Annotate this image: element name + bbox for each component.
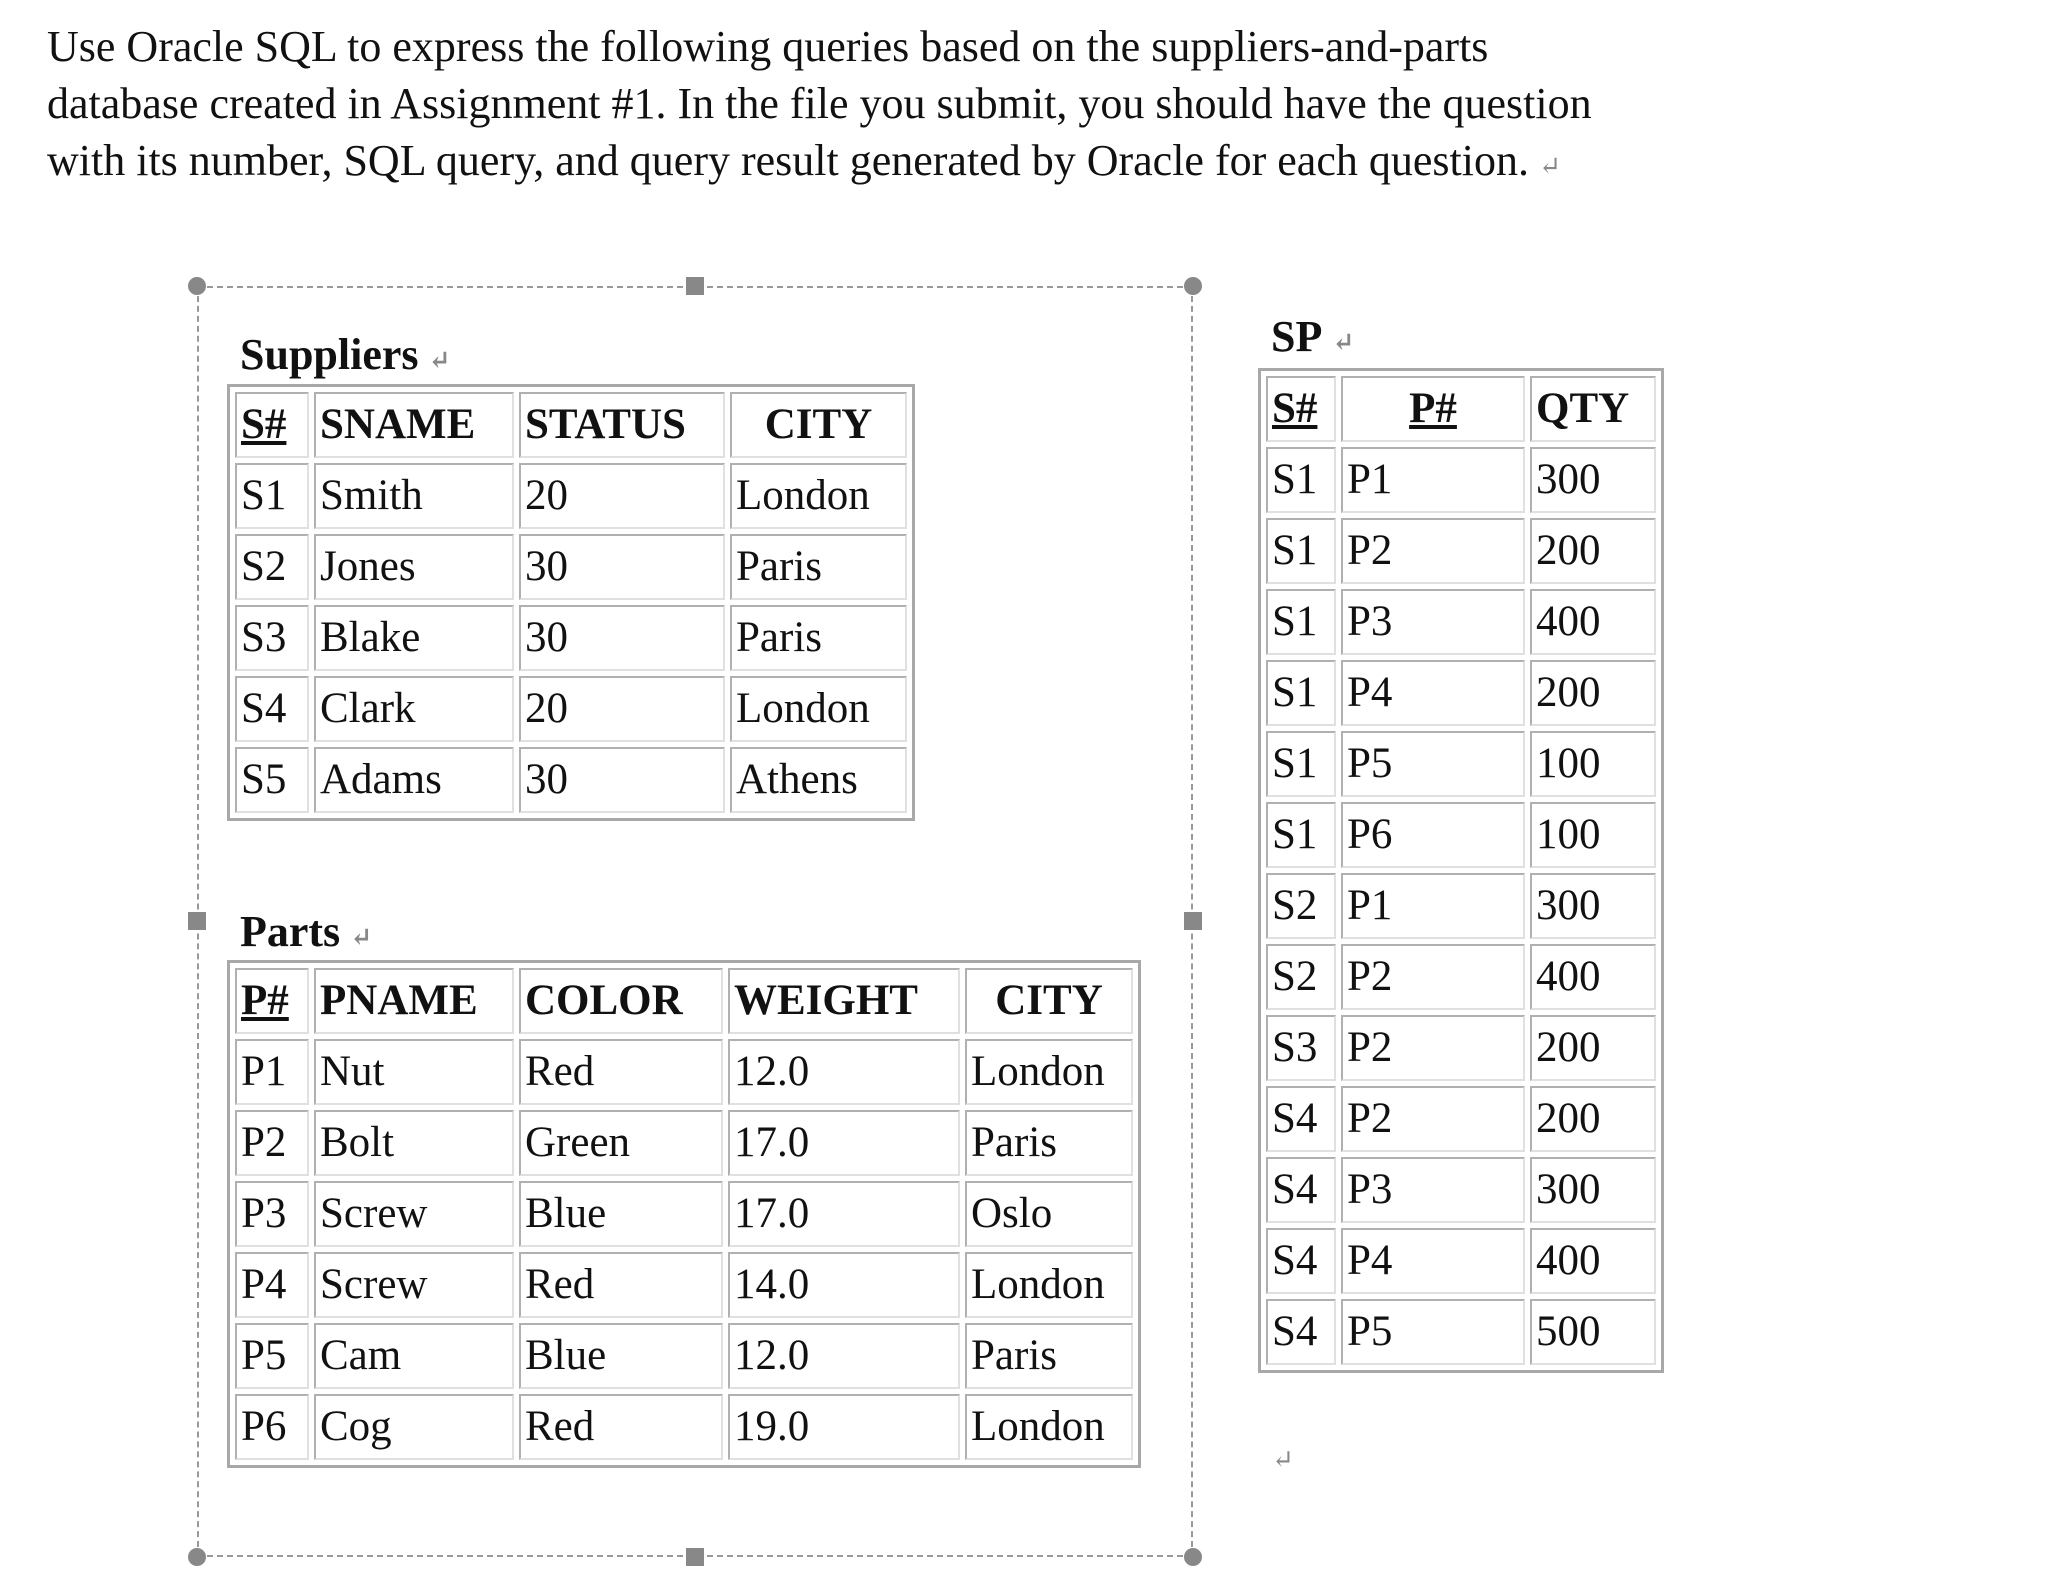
table-cell: 12.0	[728, 1323, 960, 1389]
table-cell: S1	[1266, 802, 1336, 868]
table-cell: 14.0	[728, 1252, 960, 1318]
suppliers-table	[227, 384, 915, 821]
column-header: SNAME	[314, 392, 514, 458]
resize-handle[interactable]	[188, 1548, 206, 1566]
table-cell: 30	[519, 605, 725, 671]
table-cell: Paris	[730, 605, 907, 671]
table-cell: Paris	[965, 1110, 1133, 1176]
table-cell: S1	[1266, 447, 1336, 513]
table-cell: S4	[1266, 1299, 1336, 1365]
table-cell: London	[965, 1252, 1133, 1318]
table-row	[235, 534, 907, 600]
table-cell: Blake	[314, 605, 514, 671]
table-row	[235, 1039, 1133, 1105]
table-cell: 30	[519, 747, 725, 813]
suppliers-title: Suppliers ↵	[240, 330, 451, 385]
table-cell: Blue	[519, 1323, 723, 1389]
resize-handle[interactable]	[1184, 912, 1202, 930]
table-cell: P1	[1341, 873, 1525, 939]
column-header: S#	[1266, 376, 1336, 442]
table-row	[235, 463, 907, 529]
table-row	[1266, 802, 1656, 868]
column-header: S#	[235, 392, 309, 458]
table-row	[1266, 1299, 1656, 1365]
table-cell: Bolt	[314, 1110, 514, 1176]
table-cell: 12.0	[728, 1039, 960, 1105]
column-header: WEIGHT	[728, 968, 960, 1034]
table-cell: 30	[519, 534, 725, 600]
table-cell: 400	[1530, 944, 1656, 1010]
table-cell: P2	[235, 1110, 309, 1176]
table-row	[1266, 1015, 1656, 1081]
table-cell: S1	[1266, 518, 1336, 584]
table-cell: 17.0	[728, 1181, 960, 1247]
table-row	[235, 1323, 1133, 1389]
table-cell: P5	[235, 1323, 309, 1389]
table-row	[1266, 589, 1656, 655]
sp-title: SP ↵	[1271, 312, 1354, 367]
table-row	[1266, 1228, 1656, 1294]
parts-header-row	[235, 968, 1133, 1034]
table-cell: S4	[1266, 1086, 1336, 1152]
resize-handle[interactable]	[686, 277, 704, 295]
instruction-line: database created in Assignment #1. In the file you submit, you should have the question	[47, 79, 1592, 128]
table-cell: Screw	[314, 1252, 514, 1318]
table-cell: Paris	[730, 534, 907, 600]
table-row	[1266, 518, 1656, 584]
table-cell: 100	[1530, 731, 1656, 797]
table-cell: S1	[1266, 589, 1336, 655]
column-header: QTY	[1530, 376, 1656, 442]
column-header: P#	[1341, 376, 1525, 442]
table-cell: Oslo	[965, 1181, 1133, 1247]
table-cell: P5	[1341, 1299, 1525, 1365]
table-row	[1266, 1157, 1656, 1223]
table-cell: P2	[1341, 518, 1525, 584]
table-cell: 20	[519, 676, 725, 742]
table-cell: P3	[1341, 1157, 1525, 1223]
column-header: STATUS	[519, 392, 725, 458]
parts-table	[227, 960, 1141, 1468]
table-cell: 100	[1530, 802, 1656, 868]
table-cell: 200	[1530, 1015, 1656, 1081]
table-cell: London	[730, 463, 907, 529]
table-cell: 500	[1530, 1299, 1656, 1365]
table-cell: Clark	[314, 676, 514, 742]
table-cell: P6	[235, 1394, 309, 1460]
table-cell: 300	[1530, 1157, 1656, 1223]
table-row	[235, 1181, 1133, 1247]
table-cell: Red	[519, 1394, 723, 1460]
table-cell: Athens	[730, 747, 907, 813]
column-header: COLOR	[519, 968, 723, 1034]
table-cell: London	[730, 676, 907, 742]
table-cell: P1	[235, 1039, 309, 1105]
table-cell: S1	[235, 463, 309, 529]
table-cell: P4	[1341, 660, 1525, 726]
table-row	[235, 1252, 1133, 1318]
table-cell: Jones	[314, 534, 514, 600]
parts-title: Parts ↵	[240, 907, 372, 962]
table-row	[1266, 731, 1656, 797]
table-cell: 200	[1530, 1086, 1656, 1152]
table-cell: S2	[1266, 944, 1336, 1010]
instructions-paragraph	[47, 18, 1947, 195]
table-cell: P2	[1341, 944, 1525, 1010]
table-cell: 17.0	[728, 1110, 960, 1176]
table-cell: P2	[1341, 1086, 1525, 1152]
table-cell: 300	[1530, 873, 1656, 939]
column-header: CITY	[965, 968, 1133, 1034]
table-cell: 20	[519, 463, 725, 529]
table-cell: S1	[1266, 731, 1336, 797]
table-cell: Cog	[314, 1394, 514, 1460]
table-cell: Screw	[314, 1181, 514, 1247]
table-cell: S2	[235, 534, 309, 600]
table-cell: S4	[1266, 1228, 1336, 1294]
table-row	[235, 605, 907, 671]
table-cell: 200	[1530, 660, 1656, 726]
resize-handle[interactable]	[188, 912, 206, 930]
table-cell: 19.0	[728, 1394, 960, 1460]
table-cell: S4	[235, 676, 309, 742]
table-cell: P4	[1341, 1228, 1525, 1294]
table-cell: Nut	[314, 1039, 514, 1105]
table-cell: Smith	[314, 463, 514, 529]
table-row	[235, 676, 907, 742]
table-cell: Red	[519, 1039, 723, 1105]
paragraph-mark-icon: ↵	[1272, 1445, 1294, 1474]
sp-header-row	[1266, 376, 1656, 442]
instruction-line: Use Oracle SQL to express the following queries based on the suppliers-and-parts	[47, 22, 1489, 71]
table-row	[1266, 1086, 1656, 1152]
table-cell: P6	[1341, 802, 1525, 868]
table-row	[1266, 660, 1656, 726]
sp-table	[1258, 368, 1664, 1373]
resize-handle[interactable]	[686, 1548, 704, 1566]
table-cell: P3	[1341, 589, 1525, 655]
table-row	[235, 747, 907, 813]
table-row	[235, 1110, 1133, 1176]
table-cell: P4	[235, 1252, 309, 1318]
table-cell: Paris	[965, 1323, 1133, 1389]
table-cell: London	[965, 1039, 1133, 1105]
table-cell: P1	[1341, 447, 1525, 513]
instruction-line: with its number, SQL query, and query result generated by Oracle for each question. ↵	[47, 132, 1947, 195]
table-cell: S5	[235, 747, 309, 813]
table-cell: Red	[519, 1252, 723, 1318]
resize-handle[interactable]	[1184, 1548, 1202, 1566]
table-row	[1266, 447, 1656, 513]
column-header: PNAME	[314, 968, 514, 1034]
table-row	[1266, 944, 1656, 1010]
resize-handle[interactable]	[188, 277, 206, 295]
table-cell: Green	[519, 1110, 723, 1176]
table-cell: S4	[1266, 1157, 1336, 1223]
table-cell: P3	[235, 1181, 309, 1247]
table-cell: Cam	[314, 1323, 514, 1389]
table-cell: P5	[1341, 731, 1525, 797]
table-cell: London	[965, 1394, 1133, 1460]
table-cell: P2	[1341, 1015, 1525, 1081]
column-header: CITY	[730, 392, 907, 458]
table-cell: S1	[1266, 660, 1336, 726]
table-cell: 300	[1530, 447, 1656, 513]
table-cell: S2	[1266, 873, 1336, 939]
table-row	[235, 1394, 1133, 1460]
resize-handle[interactable]	[1184, 277, 1202, 295]
table-cell: Adams	[314, 747, 514, 813]
table-row	[1266, 873, 1656, 939]
table-cell: S3	[235, 605, 309, 671]
column-header: P#	[235, 968, 309, 1034]
table-cell: 400	[1530, 589, 1656, 655]
table-cell: 400	[1530, 1228, 1656, 1294]
table-cell: Blue	[519, 1181, 723, 1247]
table-cell: 200	[1530, 518, 1656, 584]
table-cell: S3	[1266, 1015, 1336, 1081]
suppliers-header-row	[235, 392, 907, 458]
